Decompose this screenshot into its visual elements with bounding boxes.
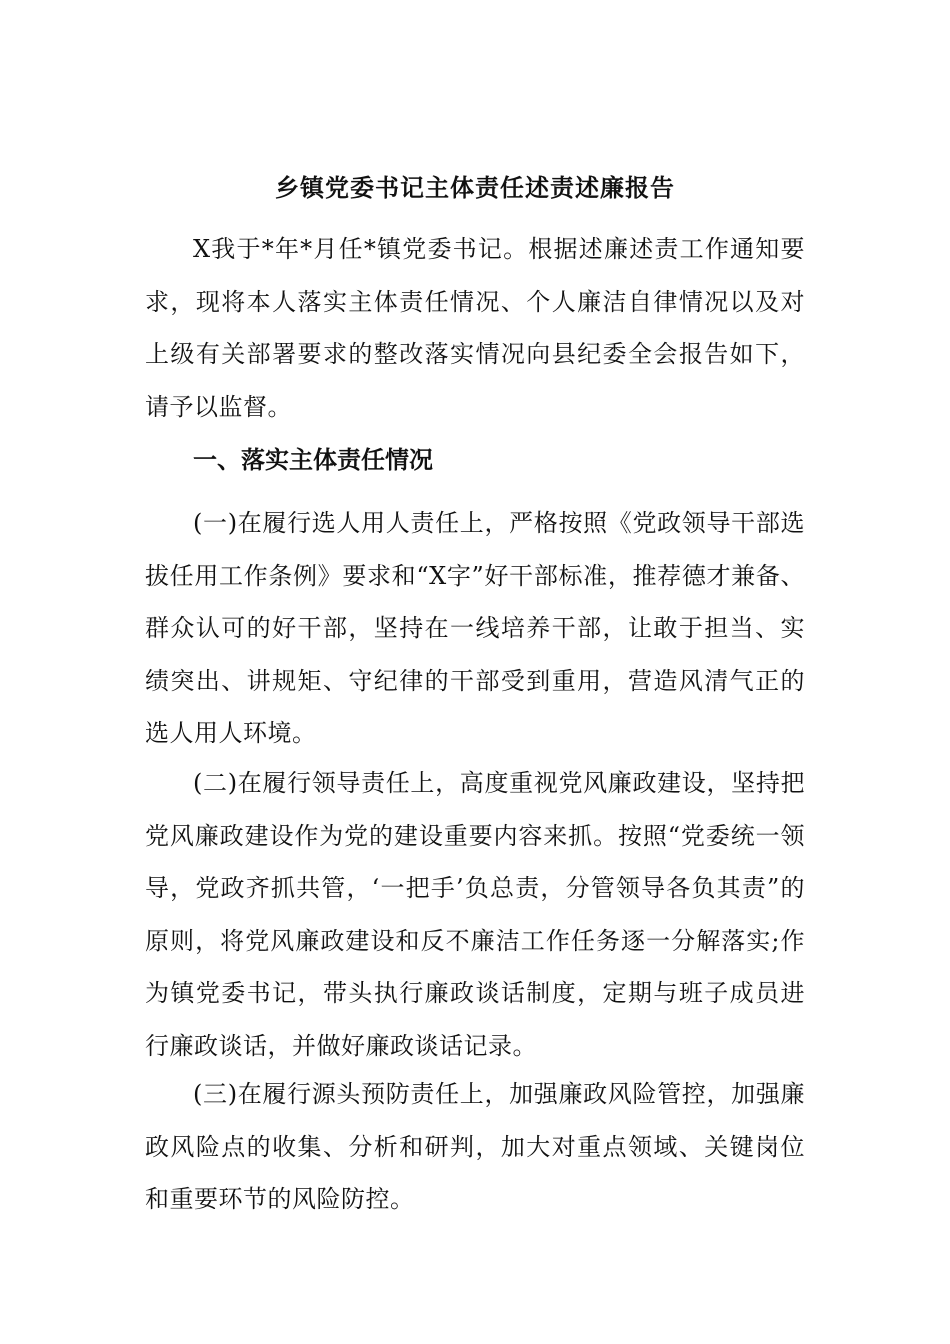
item-paragraph-2: (二)在履行领导责任上，高度重视党风廉政建设，坚持把党风廉政建设作为党的建设重要内容来抓。按照“党委统一领导，党政齐抓共管，‘一把手’负总责，分管领导各负其责”的原则，将党风廉政建设和反不廉洁工作任务逐一分解落实;作为镇党委书记，带头执行廉政谈话制度，定期与班子成员进行廉政谈话，并做好廉政谈话记录。 (145, 769, 805, 1060)
document-title: 乡镇党委书记主体责任述责述廉报告 (275, 174, 675, 202)
section-heading-1: 一、落实主体责任情况 (193, 446, 433, 474)
item-paragraph-1: (一)在履行选人用人责任上，严格按照《党政领导干部选拔任用工作条例》要求和“X字”好干部标准，推荐德才兼备、群众认可的好干部，坚持在一线培养干部，让敢于担当、实绩突出、讲规矩、守纪律的干部受到重用，营造风清气正的选人用人环境。 (145, 509, 805, 747)
item-paragraph-3: (三)在履行源头预防责任上，加强廉政风险管控，加强廉政风险点的收集、分析和研判，加大对重点领域、关键岗位和重要环节的风险防控。 (145, 1080, 805, 1213)
intro-paragraph: X我于*年*月任*镇党委书记。根据述廉述责工作通知要求，现将本人落实主体责任情况、个人廉洁自律情况以及对上级有关部署要求的整改落实情况向县纪委全会报告如下，请予以监督。 (145, 235, 805, 421)
